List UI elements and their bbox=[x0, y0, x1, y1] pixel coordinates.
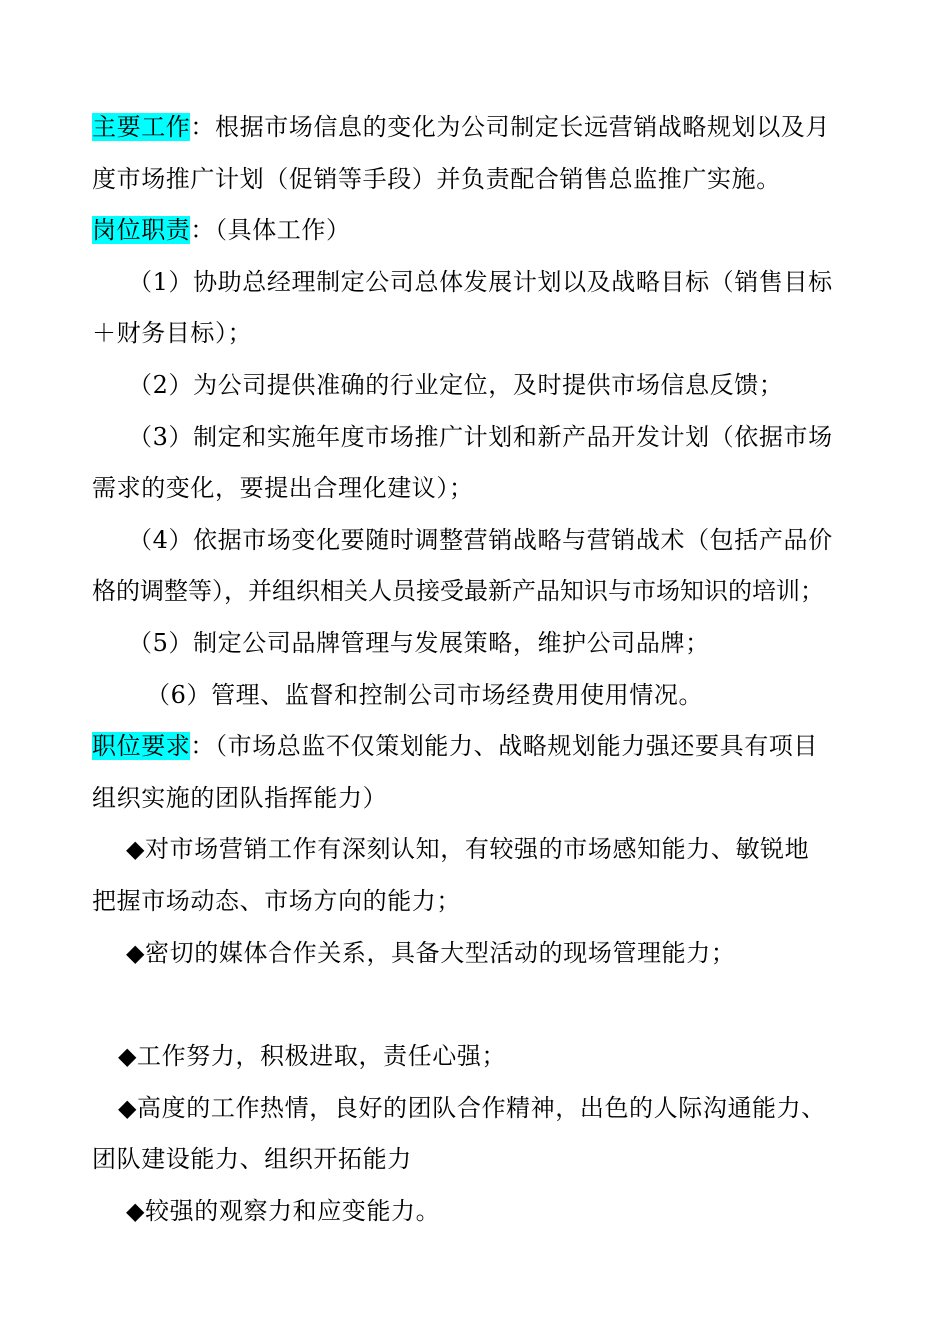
duty-item-2: （2）为公司提供准确的行业定位，及时提供市场信息反馈； bbox=[128, 371, 784, 399]
requirements-text: ：（市场总监不仅策划能力、战略规划能力强还要具有项目 bbox=[190, 732, 819, 760]
duty-item-5: （5）制定公司品牌管理与发展策略，维护公司品牌； bbox=[128, 629, 710, 657]
requirements-heading: 职位要求 bbox=[92, 732, 191, 760]
duty-item-1-line-1: （1）协助总经理制定公司总体发展计划以及战略目标（销售目标 bbox=[128, 268, 833, 296]
duty-item-4-line-1: （4）依据市场变化要随时调整营销战略与营销战术（包括产品价 bbox=[128, 526, 833, 554]
main-work-line-2: 度市场推广计划（促销等手段）并负责配合销售总监推广实施。 bbox=[92, 165, 781, 193]
requirements-line-2: 组织实施的团队指挥能力） bbox=[92, 784, 388, 812]
requirement-item-3: ◆工作努力，积极进取，责任心强； bbox=[118, 1042, 507, 1070]
requirement-item-5: ◆较强的观察力和应变能力。 bbox=[126, 1197, 441, 1225]
duties-heading-note: ：（具体工作） bbox=[190, 216, 351, 244]
duty-item-6: （6）管理、监督和控制公司市场经费用使用情况。 bbox=[146, 681, 704, 709]
main-work-line-1 bbox=[92, 111, 830, 143]
requirements-line-1 bbox=[92, 730, 818, 762]
duty-item-4-line-2: 格的调整等），并组织相关人员接受最新产品知识与市场知识的培训； bbox=[92, 577, 824, 605]
requirement-item-1-line-2: 把握市场动态、市场方向的能力； bbox=[92, 887, 461, 915]
requirement-item-4-line-1: ◆高度的工作热情，良好的团队合作精神，出色的人际沟通能力、 bbox=[118, 1094, 826, 1122]
duties-heading-line bbox=[92, 214, 351, 246]
duty-item-1-line-2: ＋财务目标）； bbox=[92, 319, 253, 347]
duties-heading: 岗位职责 bbox=[92, 216, 191, 244]
main-work-text: ：根据市场信息的变化为公司制定长远营销战略规划以及月 bbox=[190, 113, 831, 141]
requirement-item-4-line-2: 团队建设能力、组织开拓能力 bbox=[92, 1145, 412, 1173]
requirement-item-2: ◆密切的媒体合作关系，具备大型活动的现场管理能力； bbox=[126, 939, 736, 967]
requirement-item-1-line-1: ◆对市场营销工作有深刻认知，有较强的市场感知能力、敏锐地 bbox=[126, 835, 810, 863]
duty-item-3-line-2: 需求的变化，要提出合理化建议）； bbox=[92, 474, 474, 502]
duty-item-3-line-1: （3）制定和实施年度市场推广计划和新产品开发计划（依据市场 bbox=[128, 423, 833, 451]
main-work-heading: 主要工作 bbox=[92, 113, 191, 141]
